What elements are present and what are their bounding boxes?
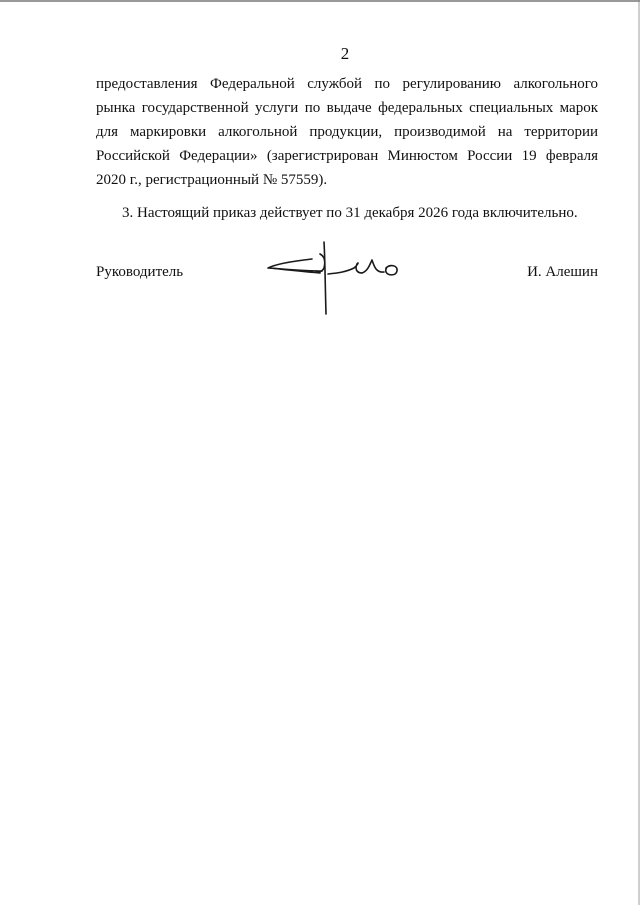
document-body — [96, 72, 598, 225]
paragraph-continuation — [96, 72, 598, 192]
text-line: предоставления Федеральной службой по регулированию алкогольного — [96, 76, 598, 92]
signer-name: И. Алешин — [527, 264, 598, 280]
scan-edge-top — [0, 0, 640, 2]
text-line: 2020 г., регистрационный № 57559). — [96, 172, 328, 188]
handwritten-signature-icon — [258, 238, 418, 318]
paragraph-item-3: 3. Настоящий приказ действует по 31 декабря 2026 года включительно. — [122, 205, 578, 221]
signer-position: Руководитель — [96, 264, 184, 280]
text-line: рынка государственной услуги по выдаче федеральных специальных марок — [96, 100, 598, 116]
text-line: для маркировки алкогольной продукции, производимой на территории — [96, 124, 598, 140]
page-number: 2 — [340, 44, 350, 63]
text-line: Российской Федерации» (зарегистрирован Минюстом России 19 февраля — [96, 148, 598, 164]
